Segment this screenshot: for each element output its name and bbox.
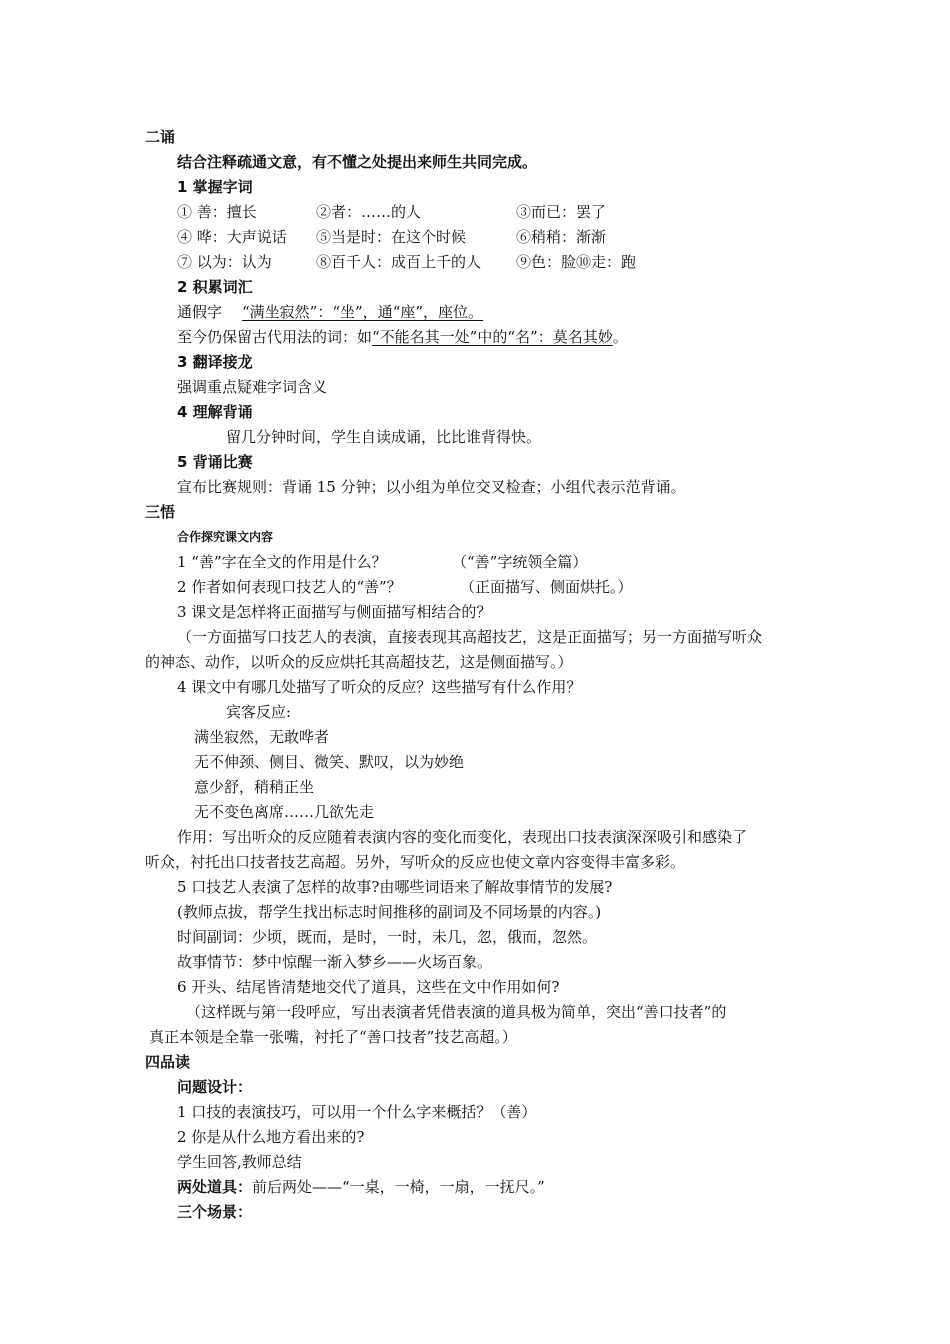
props-label: 两处道具： <box>177 1178 253 1196</box>
answer-3-line-1: （一方面描写口技艺人的表演，直接表现其高超技艺，这是正面描写；另一方面描写听众 <box>177 628 763 646</box>
section-intro: 结合注释疏通文意，有不懂之处提出来师生共同完成。 <box>177 153 538 171</box>
guyong-line <box>177 327 628 347</box>
subsection-text-4: 留几分钟时间，学生自读成诵，比比谁背得快。 <box>226 428 542 446</box>
vocab-item: ⑤当是时：在这个时候 <box>316 228 467 246</box>
answer-1: （“善”字统领全篇） <box>452 553 588 571</box>
vocab-item: ① 善：擅长 <box>177 203 257 221</box>
vocab-item: ⑨色：脸⑩走：跑 <box>516 253 637 271</box>
vocab-item: ⑦ 以为：认为 <box>177 253 272 271</box>
question-design-label: 问题设计： <box>177 1078 253 1096</box>
subsection-title-5: 5 背诵比赛 <box>177 453 253 471</box>
effect-line-1: 作用：写出听众的反应随着表演内容的变化而变化，表现出口技表演深深吸引和感染了 <box>177 828 748 846</box>
effect-line-2: 听众，衬托出口技者技艺高超。另外，写听众的反应也使文章内容变得丰富多彩。 <box>145 853 686 871</box>
tongjia-text: “满坐寂然”：“坐”，通“座”，座位。 <box>242 303 484 321</box>
answer-6-line-2: 真正本领是全靠一张嘴，衬托了“善口技者”技艺高超。） <box>149 1028 517 1046</box>
reaction-item: 意少舒，稍稍正坐 <box>194 778 315 796</box>
reaction-item: 无不变色离席……几欲先走 <box>194 803 375 821</box>
reaction-heading: 宾客反应: <box>226 703 292 721</box>
guyong-end: 。 <box>612 328 628 346</box>
subsection-title-4: 4 理解背诵 <box>177 403 253 421</box>
section-title-si-pin-du: 四品读 <box>145 1053 191 1071</box>
question-5-hint: (教师点拔，帮学生找出标志时间推移的副词及不同场景的内容。) <box>177 903 602 921</box>
section-title-er-song: 二诵 <box>145 128 176 146</box>
props-line <box>177 1177 545 1197</box>
guyong-label: 至今仍保留古代用法的词：如 <box>177 328 373 346</box>
story-plot: 故事情节：梦中惊醒一渐入梦乡——火场百象。 <box>177 953 493 971</box>
question-3: 3 课文是怎样将正面描写与侧面描写相结合的？ <box>177 603 492 621</box>
subsection-title-2: 2 积累词汇 <box>177 278 253 296</box>
vocab-item: ②者：……的人 <box>316 203 422 221</box>
answer-3-line-2: 的神态、动作，以听众的反应烘托其高超技艺，这是侧面描写。） <box>145 653 573 671</box>
tongjia-label: 通假字 <box>177 303 223 321</box>
vocab-item: ④ 哗：大声说话 <box>177 228 287 246</box>
subsection-title-3: 3 翻译接龙 <box>177 353 253 371</box>
answer-6-line-1: （这样既与第一段呼应，写出表演者凭借表演的道具极为简单，突出“善口技者”的 <box>186 1003 727 1021</box>
vocab-item: ⑥稍稍：渐渐 <box>516 228 607 246</box>
section-title-san-wu: 三悟 <box>145 503 176 521</box>
student-answer-note: 学生回答,教师总结 <box>177 1153 302 1171</box>
vocab-item: ③而已：罢了 <box>516 203 607 221</box>
subsection-text-5: 宣布比赛规则：背诵 15 分钟；以小组为单位交叉检查；小组代表示范背诵。 <box>177 478 686 496</box>
answer-2: （正面描写、侧面烘托。） <box>460 578 633 596</box>
vocab-item: ⑧百千人：成百上千的人 <box>316 253 482 271</box>
scenes-label: 三个场景： <box>177 1203 253 1221</box>
design-question-1: 1 口技的表演技巧，可以用一个什么字来概括？（善） <box>177 1103 537 1121</box>
reaction-item: 满坐寂然，无敢哗者 <box>194 728 330 746</box>
question-5: 5 口技艺人表演了怎样的故事?由哪些词语来了解故事情节的发展? <box>177 878 613 896</box>
subsection-title-1: 1 掌握字词 <box>177 178 253 196</box>
guyong-text: “不能名其一处”中的“名”：莫名其妙 <box>372 328 613 346</box>
question-6: 6 开头、结尾皆清楚地交代了道具，这些在文中作用如何? <box>177 978 560 996</box>
subsection-text-3: 强调重点疑难字词含义 <box>177 378 328 396</box>
design-question-2: 2 你是从什么地方看出来的? <box>177 1128 365 1146</box>
question-4: 4 课文中有哪几处描写了听众的反应？这些描写有什么作用？ <box>177 678 582 696</box>
section-subtitle: 合作探究课文内容 <box>177 530 274 544</box>
tongjia-line <box>177 302 483 322</box>
time-adverbs: 时间副词：少顷，既而，是时，一时，未几，忽，俄而，忽然。 <box>177 928 598 946</box>
question-1: 1 “善”字在全文的作用是什么？ <box>177 553 387 571</box>
props-text: 前后两处——“一桌，一椅，一扇，一抚尺。” <box>252 1178 545 1196</box>
reaction-item: 无不伸颈、侧目、微笑、默叹，以为妙绝 <box>194 753 465 771</box>
question-2: 2 作者如何表现口技艺人的“善”？ <box>177 578 402 596</box>
